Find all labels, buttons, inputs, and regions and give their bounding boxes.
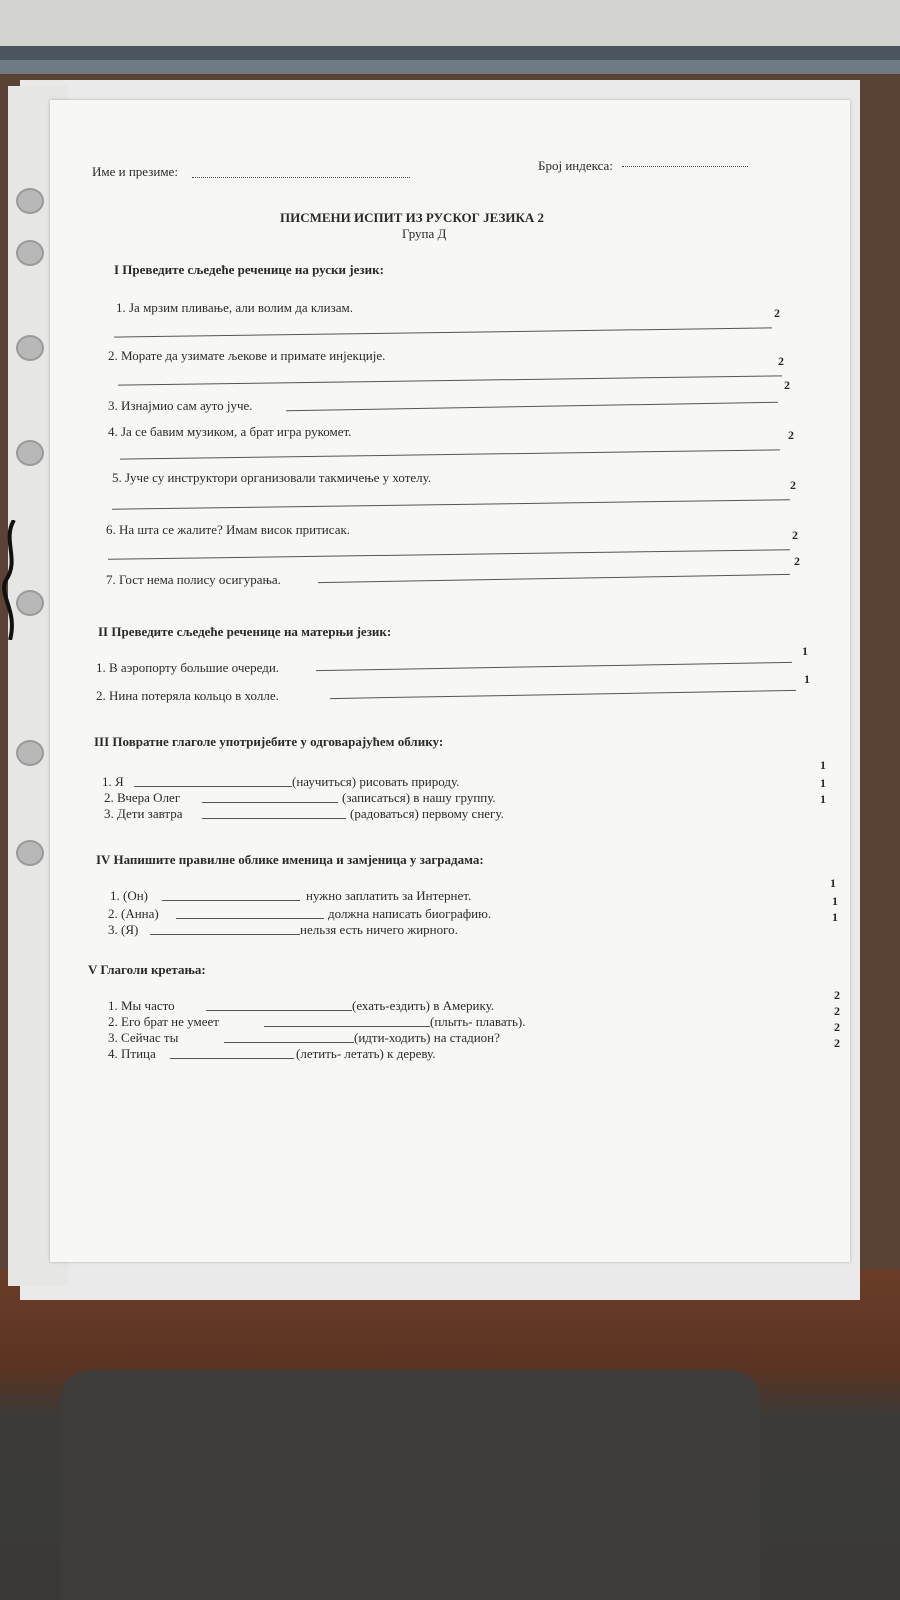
- s1-item-1: 1. Ја мрзим пливање, али волим да клизам.: [116, 300, 353, 315]
- answer-line: [114, 327, 772, 337]
- punch-hole: [16, 188, 44, 214]
- s2-points-2: 1: [804, 672, 810, 686]
- section-5-heading: V Глаголи кретања:: [88, 962, 206, 977]
- answer-line: [330, 690, 796, 699]
- punch-hole: [16, 240, 44, 266]
- s1-points-2: 2: [778, 354, 784, 368]
- exam-title: ПИСМЕНИ ИСПИТ ИЗ РУСКОГ ЈЕЗИКА 2: [280, 210, 545, 225]
- background-chair: [60, 1370, 760, 1600]
- punch-hole: [16, 335, 44, 361]
- s1-points-3: 2: [784, 378, 790, 392]
- s1-item-2: 2. Морате да узимате љекове и примате инјекције.: [108, 348, 386, 363]
- answer-line: [316, 662, 792, 671]
- answer-line: [118, 375, 782, 385]
- exam-sheet: [50, 100, 850, 1262]
- s4-item-1-suffix: нужно заплатить за Интернет.: [306, 888, 472, 903]
- s5-item-1-prefix: 1. Мы часто: [108, 998, 175, 1013]
- binder-cord: [0, 520, 22, 640]
- s4-points-2: 1: [832, 894, 838, 908]
- s3-item-3-suffix: (радоваться) первому снегу.: [350, 806, 504, 821]
- s5-points-3: 2: [834, 1020, 840, 1034]
- s3-points-2: 1: [820, 776, 826, 790]
- answer-line: [318, 574, 790, 583]
- s4-points-3: 1: [832, 910, 838, 924]
- answer-line: [286, 402, 778, 412]
- name-label: Име и презиме:: [92, 164, 178, 179]
- section-4-heading: IV Напишите правилне облике именица и замјеница у заградама:: [96, 852, 484, 867]
- s2-item-1: 1. В аэропорту большие очереди.: [96, 660, 280, 675]
- s3-item-1-prefix: 1. Я: [102, 774, 124, 789]
- s4-item-1-prefix: 1. (Он): [110, 888, 149, 903]
- exam-group: Група Д: [402, 226, 447, 241]
- s5-item-1-suffix: (ехать-ездить) в Америку.: [352, 998, 495, 1013]
- s1-points-7: 2: [794, 554, 800, 568]
- blank-line: [206, 1010, 352, 1011]
- blank-line: [264, 1026, 430, 1027]
- blank-line: [162, 900, 300, 901]
- s1-item-3: 3. Изнајмио сам ауто јуче.: [108, 398, 253, 413]
- s5-points-2: 2: [834, 1004, 840, 1018]
- section-1-heading: I Преведите сљедеће реченице на руски језик:: [114, 262, 384, 277]
- s1-item-6: 6. На шта се жалите? Имам висок притисак.: [106, 522, 351, 537]
- s4-item-2-suffix: должна написать биографию.: [328, 906, 492, 921]
- s4-item-3-suffix: нельзя есть ничего жирного.: [300, 922, 458, 937]
- answer-line: [108, 549, 790, 560]
- blank-line: [224, 1042, 354, 1043]
- name-field-dots: [192, 177, 410, 178]
- s3-item-3-prefix: 3. Дети завтра: [104, 806, 183, 821]
- answer-line: [112, 499, 790, 509]
- s1-points-4: 2: [788, 428, 794, 442]
- index-label: Број индекса:: [538, 158, 613, 173]
- s5-item-3-suffix: (идти-ходить) на стадион?: [354, 1030, 500, 1045]
- background-wall: [0, 0, 900, 50]
- s5-item-4-prefix: 4. Птица: [108, 1046, 156, 1061]
- s5-item-4-suffix: (летить- летать) к дереву.: [296, 1046, 436, 1061]
- s1-points-6: 2: [792, 528, 798, 542]
- s3-item-1-suffix: (научиться) рисовать природу.: [292, 774, 460, 789]
- s3-item-2-suffix: (записаться) в нашу группу.: [342, 790, 496, 805]
- blank-line: [202, 818, 346, 819]
- s1-item-5: 5. Јуче су инструктори организовали такмичење у хотелу.: [112, 470, 432, 485]
- s1-item-4: 4. Ја се бавим музиком, а брат игра рукомет.: [108, 424, 352, 439]
- s3-points-3: 1: [820, 792, 826, 806]
- section-3-heading: III Повратне глаголе употријебите у одговарајућем облику:: [94, 734, 444, 749]
- s5-item-3-prefix: 3. Сейчас ты: [108, 1030, 179, 1045]
- s5-points-1: 2: [834, 988, 840, 1002]
- punch-hole: [16, 840, 44, 866]
- punch-hole: [16, 740, 44, 766]
- blank-line: [176, 918, 324, 919]
- blank-line: [150, 934, 300, 935]
- s4-points-1: 1: [830, 876, 836, 890]
- s5-item-2-prefix: 2. Его брат не умеет: [108, 1014, 219, 1029]
- s2-item-2: 2. Нина потеряла кольцо в холле.: [96, 688, 279, 703]
- index-field-dots: [622, 166, 748, 167]
- s3-item-2-prefix: 2. Вчера Олег: [104, 790, 181, 805]
- s5-item-2-suffix: (плыть- плавать).: [430, 1014, 526, 1029]
- section-2-heading: II Преведите сљедеће реченице на матерњи језик:: [98, 624, 392, 639]
- answer-line: [120, 449, 780, 459]
- s4-item-2-prefix: 2. (Анна): [108, 906, 159, 921]
- s5-points-4: 2: [834, 1036, 840, 1050]
- s2-points-1: 1: [802, 644, 808, 658]
- s1-points-1: 2: [774, 306, 780, 320]
- blank-line: [170, 1058, 294, 1059]
- s4-item-3-prefix: 3. (Я): [108, 922, 139, 937]
- blank-line: [134, 786, 292, 787]
- s1-item-7: 7. Гост нема полису осигурања.: [106, 572, 281, 587]
- binder-rail-lower: [0, 60, 900, 74]
- blank-line: [202, 802, 338, 803]
- s1-points-5: 2: [790, 478, 796, 492]
- punch-hole: [16, 440, 44, 466]
- s3-points-1: 1: [820, 758, 826, 772]
